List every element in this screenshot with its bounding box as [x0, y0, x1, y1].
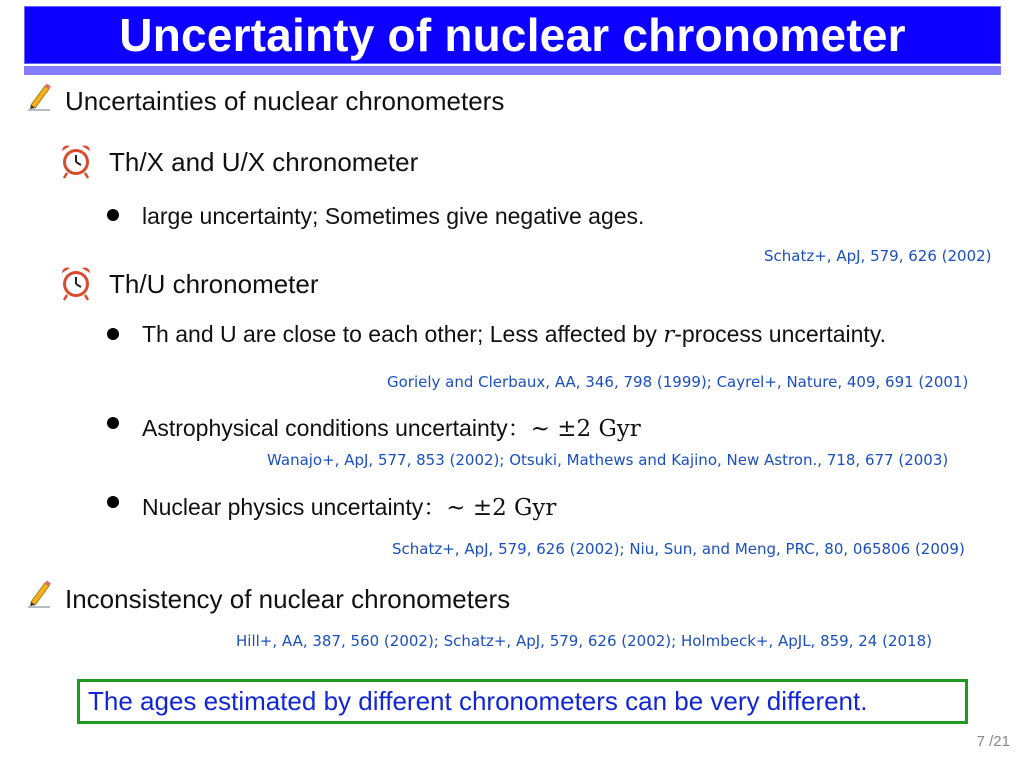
alarm-clock-icon [59, 264, 93, 307]
citation [764, 247, 992, 265]
bullet3-text: Nuclear physics uncertainty： [142, 494, 447, 520]
sub2-bullet3 [142, 489, 556, 522]
bullet3-math: ~ ±2 Gyr [446, 495, 557, 521]
section1-heading: Uncertainties of nuclear chronometers [65, 86, 505, 116]
citation: Schatz+, ApJ, 579, 626 (2002); Niu, Sun, and Meng, PRC, 80, 065806 (2009) [392, 540, 965, 558]
slide-title: Uncertainty of nuclear chronometer [119, 9, 906, 61]
pencil-icon [26, 82, 52, 117]
bullet1-text-end: -process uncertainty. [674, 321, 886, 347]
bullet-dot [107, 209, 119, 221]
bullet2-text: Astrophysical conditions uncertainty： [142, 415, 531, 441]
sub2-heading: Th/U chronometer [109, 269, 319, 299]
sub1-bullet1: large uncertainty; Sometimes give negative ages. [142, 203, 645, 229]
bullet1-text: Th and U are close to each other; Less affected by [142, 321, 664, 347]
bullet2-math: ~ ±2 Gyr [530, 416, 641, 442]
sub2-bullet2 [142, 410, 641, 443]
conclusion-text: The ages estimated by different chronometers can be very different. [88, 686, 868, 716]
bullet-dot [107, 496, 119, 508]
bullet-dot [107, 417, 119, 429]
bullet-dot [107, 328, 119, 340]
sub1-heading: Th/X and U/X chronometer [109, 147, 419, 177]
citation: Wanajo+, ApJ, 577, 853 (2002); Otsuki, Mathews and Kajino, New Astron., 718, 677 (2003) [267, 451, 949, 469]
citation: Goriely and Clerbaux, AA, 346, 798 (1999); Cayrel+, Nature, 409, 691 (2001) [387, 373, 969, 391]
title-underline [24, 66, 1001, 75]
alarm-clock-icon [59, 142, 93, 185]
section2-heading: Inconsistency of nuclear chronometers [65, 584, 511, 614]
citation: Hill+, AA, 387, 560 (2002); Schatz+, ApJ, 579, 626 (2002); Holmbeck+, ApJL, 859, 24 (2018) [236, 632, 932, 650]
sub2-bullet1 [142, 321, 886, 348]
citation-text: Schatz+, ApJ, 579, 626 (2002) [764, 247, 992, 265]
page-number: 7 /21 [976, 733, 1010, 750]
pencil-icon [26, 579, 52, 614]
math-r: r [663, 322, 675, 348]
